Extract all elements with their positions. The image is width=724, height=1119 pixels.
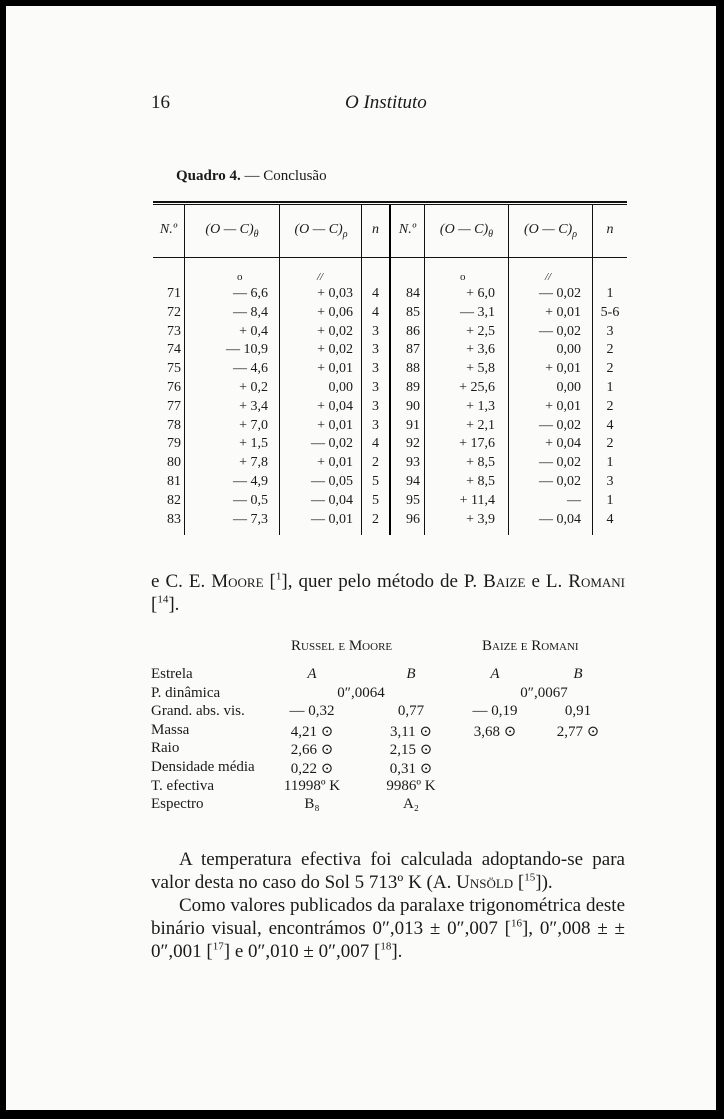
table-cell-right: + 0,01: [545, 361, 581, 377]
table-cell-right: 88: [406, 361, 420, 377]
unit-degree: o: [237, 271, 243, 283]
page: [6, 6, 716, 1110]
table-cell-left: + 0,01: [317, 455, 353, 471]
row-label: P. dinâmica: [151, 684, 221, 701]
table-cell-left: + 1,5: [239, 436, 268, 452]
table-cell-right: — 0,02: [539, 323, 581, 339]
row-value: B₈: [304, 796, 320, 813]
row-value: 2,66 ⊙: [290, 742, 334, 759]
row-value: A₂: [402, 796, 420, 813]
table-cell-left: 73: [167, 323, 181, 339]
table-cell-right: 87: [406, 342, 420, 358]
table-cell-left: 4: [372, 304, 379, 320]
row-label: Espectro: [151, 796, 204, 813]
table-cell-left: + 0,02: [317, 323, 353, 339]
table-cell-right: 0,00: [556, 380, 581, 395]
table-cell-right: 4: [606, 511, 614, 527]
table-cell-left: — 4,9: [233, 474, 268, 489]
row-value: A: [490, 666, 500, 682]
table-cell-right: — 0,02: [539, 455, 581, 471]
table-cell-left: 79: [167, 436, 181, 452]
table-cell-right: 85: [406, 304, 420, 320]
table-cell-left: 78: [167, 417, 181, 433]
table-cell-right: 2: [606, 361, 614, 377]
row-value: 11998º K: [283, 777, 341, 794]
table-cell-right: + 2,1: [466, 417, 495, 433]
author-baize: Baize: [483, 571, 526, 592]
table-cell-left: — 4,6: [233, 361, 268, 377]
table-cell-left: + 0,01: [317, 361, 353, 377]
table-cell-left: 71: [167, 286, 181, 301]
table-cell-right: + 0,01: [545, 304, 581, 320]
table-cell-right: + 5,8: [466, 361, 495, 377]
table-cell-right: + 8,5: [466, 455, 495, 471]
author-romani: Romani: [568, 571, 625, 592]
table-cell-left: + 7,0: [239, 417, 268, 433]
table-cell-left: — 6,6: [233, 286, 268, 301]
header-n-right: n: [606, 222, 614, 237]
table-cell-right: 4: [606, 417, 614, 433]
row-label: Grand. abs. vis.: [151, 703, 245, 720]
table-cell-right: 91: [406, 417, 420, 433]
col-divider: [184, 205, 185, 535]
table-cell-right: + 8,5: [466, 474, 495, 489]
table-cell-right: + 3,6: [466, 342, 495, 358]
table-cell-right: + 3,9: [466, 511, 495, 527]
row-value: 0″,0067: [520, 684, 568, 701]
table-cell-right: 0,00: [556, 342, 581, 358]
table-cell-right: + 2,5: [466, 323, 495, 339]
table-cell-left: — 10,9: [226, 342, 268, 358]
table-cell-right: — 0,02: [539, 286, 581, 301]
row-value: 3,68 ⊙: [473, 723, 517, 740]
table-cell-left: 75: [167, 361, 181, 377]
header-oc-theta-right: (O — $C)_\theta$: [439, 222, 494, 240]
table-cell-right: + 11,4: [459, 492, 495, 508]
table-cell-left: + 0,02: [317, 342, 353, 358]
table-cell-right: 3: [606, 474, 614, 489]
row-value: 2,15 ⊙: [389, 742, 433, 759]
table-cell-left: + 0,01: [317, 417, 353, 433]
col-divider: [279, 205, 280, 535]
table-cell-left: — 0,02: [311, 436, 353, 452]
row-label: Densidade média: [151, 759, 255, 775]
table-cell-left: — 0,04: [311, 492, 353, 508]
table-cell-right: + 0,04: [545, 436, 581, 452]
header-no-left: N.º: [159, 222, 178, 237]
row-label: Massa: [151, 721, 190, 738]
table-cell-right: + 1,3: [466, 398, 495, 414]
table-cell-right: 1: [606, 380, 614, 395]
table-cell-left: 0,00: [328, 380, 353, 395]
table-cell-left: 77: [167, 398, 181, 414]
header-no-right: N.º: [398, 222, 417, 237]
table-cell-left: — 0,5: [233, 492, 268, 508]
table-cell-left: 81: [167, 474, 181, 489]
row-value: B: [406, 666, 416, 682]
table-cell-left: 3: [372, 417, 379, 433]
row-value: — 0,32: [289, 703, 335, 720]
table-cell-left: 4: [372, 286, 379, 301]
table-cell-left: 5: [372, 474, 379, 489]
table-cell-right: — 3,1: [460, 304, 495, 320]
table-cell-right: + 25,6: [459, 380, 495, 395]
table-cell-left: 4: [372, 436, 379, 452]
table-cell-right: + 0,01: [545, 398, 581, 414]
table-cell-left: 2: [372, 511, 379, 527]
table-cell-left: 2: [372, 455, 379, 471]
row-value: 0,91: [564, 703, 592, 720]
table-cell-right: 96: [406, 511, 420, 527]
table-cell-right: 1: [606, 455, 614, 471]
table-cell-left: + 0,4: [239, 323, 268, 339]
unit-arcsec: //: [545, 271, 552, 283]
table-cell-left: 76: [167, 380, 181, 395]
paragraph-temperature: A temperatura efectiva foi calculada adoptando-se para valor desta no caso do Sol 5 713º K (A. Unsöld [$^{15}$]).: [151, 849, 625, 893]
table-cell-right: 2: [606, 436, 614, 452]
table-cell-right: 94: [406, 474, 420, 489]
row-label: Estrela: [151, 666, 193, 682]
table-cell-left: 74: [167, 342, 181, 358]
table-cell-left: + 0,2: [239, 380, 268, 395]
table-cell-left: + 3,4: [239, 398, 268, 414]
page-number: 16: [151, 92, 170, 113]
table-cell-left: 5: [372, 492, 379, 508]
table-cell-right: — 0,02: [539, 417, 581, 433]
table-cell-left: 3: [372, 342, 379, 358]
table-cell-right: + 17,6: [459, 436, 495, 452]
row-value: B: [573, 666, 583, 682]
row-label: Raio: [151, 740, 180, 757]
table-caption: [176, 168, 327, 185]
table-cell-left: — 8,4: [233, 304, 268, 320]
table-cell-right: 89: [406, 380, 420, 395]
author-unsold: Unsöld: [456, 872, 514, 893]
table-cell-left: — 7,3: [233, 511, 268, 527]
table-cell-right: —: [567, 492, 581, 508]
paragraph-references: e C. E. Moore [$^1$], quer pelo método de P. Baize e L. Romani [$^{14}$].: [151, 570, 625, 615]
table-cell-right: + 6,0: [466, 286, 495, 301]
row-value: 4,21 ⊙: [290, 723, 334, 740]
table-cell-left: 82: [167, 492, 181, 508]
row-value: 0,77: [397, 703, 425, 720]
row-value: 9986º K: [386, 777, 436, 794]
table-cell-left: + 0,06: [317, 304, 353, 320]
table-cell-left: — 0,05: [311, 474, 353, 489]
row-value: 0″,0064: [337, 684, 385, 701]
table-cell-right: 93: [406, 455, 420, 471]
table-cell-left: 80: [167, 455, 181, 471]
table-cell-right: — 0,02: [539, 474, 581, 489]
unit-arcsec: //: [317, 271, 324, 283]
group-header-russel-moore: Russel e Moore: [291, 638, 393, 654]
header-oc-theta-left: (O — $C)_\theta$: [205, 222, 259, 240]
table-cell-left: 3: [372, 398, 379, 414]
group-header-baize-romani: Baize e Romani: [482, 638, 579, 654]
table-cell-right: — 0,04: [539, 511, 581, 527]
row-value: 2,77 ⊙: [556, 723, 600, 740]
caption-text: — Conclusão: [240, 168, 327, 184]
table-cell-right: 2: [606, 398, 614, 414]
row-value: 0,31 ⊙: [389, 761, 433, 777]
running-title: O Instituto: [345, 92, 427, 113]
table-cell-right: 92: [406, 436, 420, 452]
caption-label: Quadro 4.: [176, 168, 241, 184]
row-value: — 0,19: [472, 703, 518, 720]
table-cell-right: 1: [606, 286, 614, 301]
table-cell-right: 86: [406, 323, 420, 339]
table-cell-left: + 0,03: [317, 286, 353, 301]
table-cell-left: + 7,8: [239, 455, 268, 471]
table-cell-left: 72: [167, 304, 181, 320]
paragraph-parallax: Como valores publicados da paralaxe trigonométrica deste binário visual, encontrámos 0″,013 ± 0″,007 [$^{16}$], 0″,008 ± ± 0″,001 [$^{17}$] e 0″,010 ± 0″,007 [$^{18}$].: [151, 895, 625, 962]
header-oc-rho-left: (O — $C)_\rho$: [294, 222, 348, 240]
table-cell-left: 3: [372, 323, 379, 339]
table-cell-right: 5-6: [600, 304, 620, 320]
header-n-left: n: [372, 222, 379, 237]
table-cell-left: 3: [372, 361, 379, 377]
unit-degree: o: [460, 271, 466, 283]
table-cell-right: 2: [606, 342, 614, 358]
table-cell-right: 1: [606, 492, 614, 508]
row-value: 3,11 ⊙: [389, 723, 432, 740]
table-cell-left: 3: [372, 380, 379, 395]
table-top-rule: [153, 201, 627, 203]
table-cell-left: + 0,04: [317, 398, 353, 414]
table-cell-left: 83: [167, 511, 181, 527]
row-label: T. efectiva: [151, 777, 215, 794]
row-value: A: [307, 666, 317, 682]
table-cell-right: 3: [606, 323, 614, 339]
table-cell-right: 95: [406, 492, 420, 508]
table-cell-left: — 0,01: [311, 511, 353, 527]
row-value: 0,22 ⊙: [290, 761, 334, 777]
table-cell-right: 90: [406, 398, 420, 414]
author-moore: Moore: [211, 571, 264, 592]
table-cell-right: 84: [406, 286, 420, 301]
header-oc-rho-right: (O — $C)_\rho$: [523, 222, 578, 240]
